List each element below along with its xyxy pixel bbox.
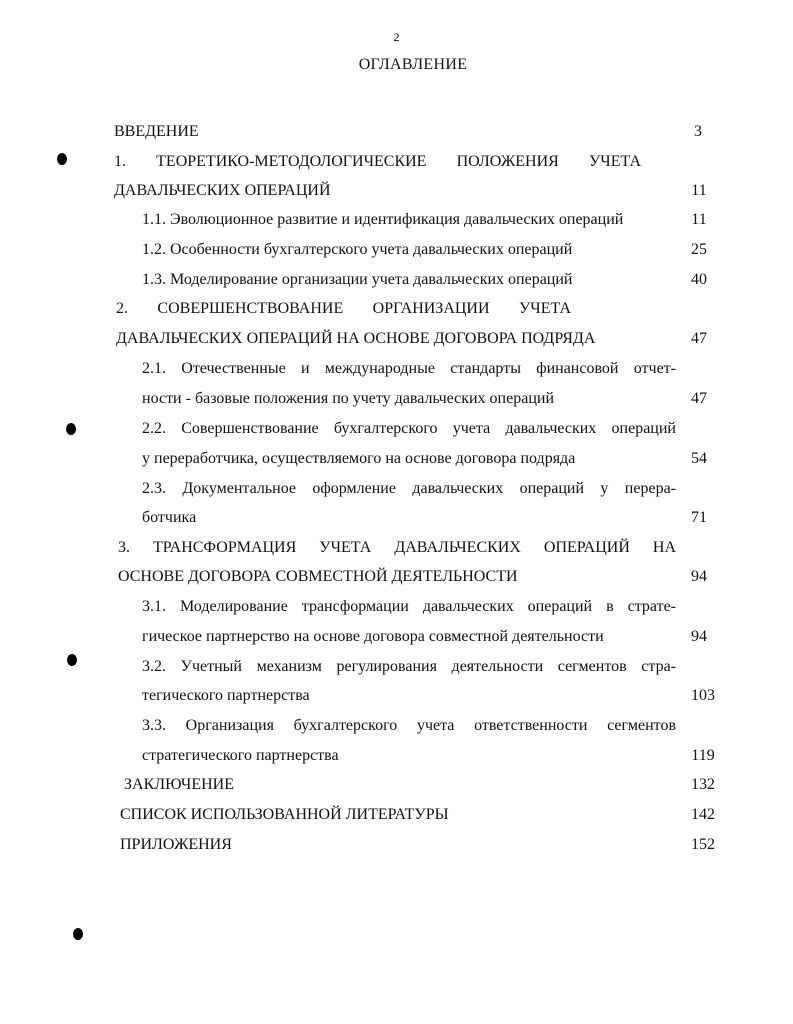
binder-hole-mark bbox=[73, 928, 83, 940]
binder-hole-mark bbox=[57, 153, 67, 165]
toc-entry-chapter-2[interactable]: 2. СОВЕРШЕНСТВОВАНИЕ ОРГАНИЗАЦИИ УЧЕТА bbox=[116, 300, 571, 317]
toc-page-number: 25 bbox=[691, 241, 707, 258]
toc-page-number: 132 bbox=[691, 776, 715, 793]
toc-page-number: 152 bbox=[691, 836, 715, 853]
toc-page-number: 40 bbox=[691, 271, 707, 288]
toc-entry-section-3-2-cont[interactable]: тегического партнерства bbox=[142, 687, 310, 704]
toc-entry-section-3-1[interactable]: 3.1. Моделирование трансформации давальческих операций в страте- bbox=[142, 598, 676, 615]
toc-entry-references[interactable]: СПИСОК ИСПОЛЬЗОВАННОЙ ЛИТЕРАТУРЫ bbox=[120, 806, 449, 823]
page-title: ОГЛАВЛЕНИЕ bbox=[358, 56, 468, 73]
toc-entry-section-3-3[interactable]: 3.3. Организация бухгалтерского учета ответственности сегментов bbox=[142, 717, 676, 734]
toc-entry-conclusion[interactable]: ЗАКЛЮЧЕНИЕ bbox=[124, 776, 234, 793]
toc-entry-section-2-2-cont[interactable]: у переработчика, осуществляемого на основе договора подряда bbox=[142, 450, 576, 467]
toc-page-number: 94 bbox=[691, 628, 707, 645]
toc-entry-chapter-3[interactable]: 3. ТРАНСФОРМАЦИЯ УЧЕТА ДАВАЛЬЧЕСКИХ ОПЕРАЦИЙ НА bbox=[118, 539, 676, 556]
toc-entry-appendices[interactable]: ПРИЛОЖЕНИЯ bbox=[120, 836, 232, 853]
toc-entry-section-3-3-cont[interactable]: стратегического партнерства bbox=[142, 747, 339, 764]
toc-entry-section-1-2[interactable]: 1.2. Особенности бухгалтерского учета давальческих операций bbox=[142, 241, 573, 258]
toc-entry-section-2-1-cont[interactable]: ности - базовые положения по учету давальческих операций bbox=[142, 390, 555, 407]
toc-entry-section-3-1-cont[interactable]: гическое партнерство на основе договора совместной деятельности bbox=[142, 628, 604, 645]
toc-page-number: 71 bbox=[691, 509, 707, 526]
binder-hole-mark bbox=[67, 654, 77, 666]
toc-entry-chapter-1[interactable]: 1. ТЕОРЕТИКО-МЕТОДОЛОГИЧЕСКИЕ ПОЛОЖЕНИЯ УЧЕТА bbox=[114, 153, 641, 170]
toc-entry-section-1-3[interactable]: 1.3. Моделирование организации учета давальческих операций bbox=[142, 271, 573, 288]
toc-page-number: 54 bbox=[691, 450, 707, 467]
toc-entry-section-3-2[interactable]: 3.2. Учетный механизм регулирования деятельности сегментов стра- bbox=[142, 658, 676, 675]
toc-entry-section-2-2[interactable]: 2.2. Совершенствование бухгалтерского учета давальческих операций bbox=[142, 420, 676, 437]
toc-page-number: 11 bbox=[691, 211, 707, 228]
toc-entry-section-2-3-cont[interactable]: ботчика bbox=[142, 509, 197, 526]
toc-page-number: 3 bbox=[694, 123, 702, 140]
toc-entry-chapter-2-cont[interactable]: ДАВАЛЬЧЕСКИХ ОПЕРАЦИЙ НА ОСНОВЕ ДОГОВОРА ПОДРЯДА bbox=[116, 330, 596, 347]
toc-page-number: 103 bbox=[691, 687, 715, 704]
toc-entry-section-2-3[interactable]: 2.3. Документальное оформление давальческих операций у перера- bbox=[142, 480, 676, 497]
toc-entry-introduction[interactable]: ВВЕДЕНИЕ bbox=[114, 123, 199, 140]
toc-page-number: 47 bbox=[691, 390, 707, 407]
toc-page-number: 142 bbox=[691, 806, 715, 823]
toc-entry-section-1-1[interactable]: 1.1. Эволюционное развитие и идентификация давальческих операций bbox=[142, 211, 624, 228]
toc-page-number: 94 bbox=[691, 568, 707, 585]
toc-entry-chapter-3-cont[interactable]: ОСНОВЕ ДОГОВОРА СОВМЕСТНОЙ ДЕЯТЕЛЬНОСТИ bbox=[118, 568, 518, 585]
toc-page-number: 119 bbox=[691, 747, 715, 764]
toc-entry-section-2-1[interactable]: 2.1. Отечественные и международные стандарты финансовой отчет- bbox=[142, 360, 676, 377]
toc-entry-chapter-1-cont[interactable]: ДАВАЛЬЧЕСКИХ ОПЕРАЦИЙ bbox=[114, 182, 331, 199]
page-number: 2 bbox=[393, 30, 400, 44]
binder-hole-mark bbox=[66, 423, 76, 435]
toc-page-number: 47 bbox=[691, 330, 707, 347]
toc-page-number: 11 bbox=[691, 182, 707, 199]
